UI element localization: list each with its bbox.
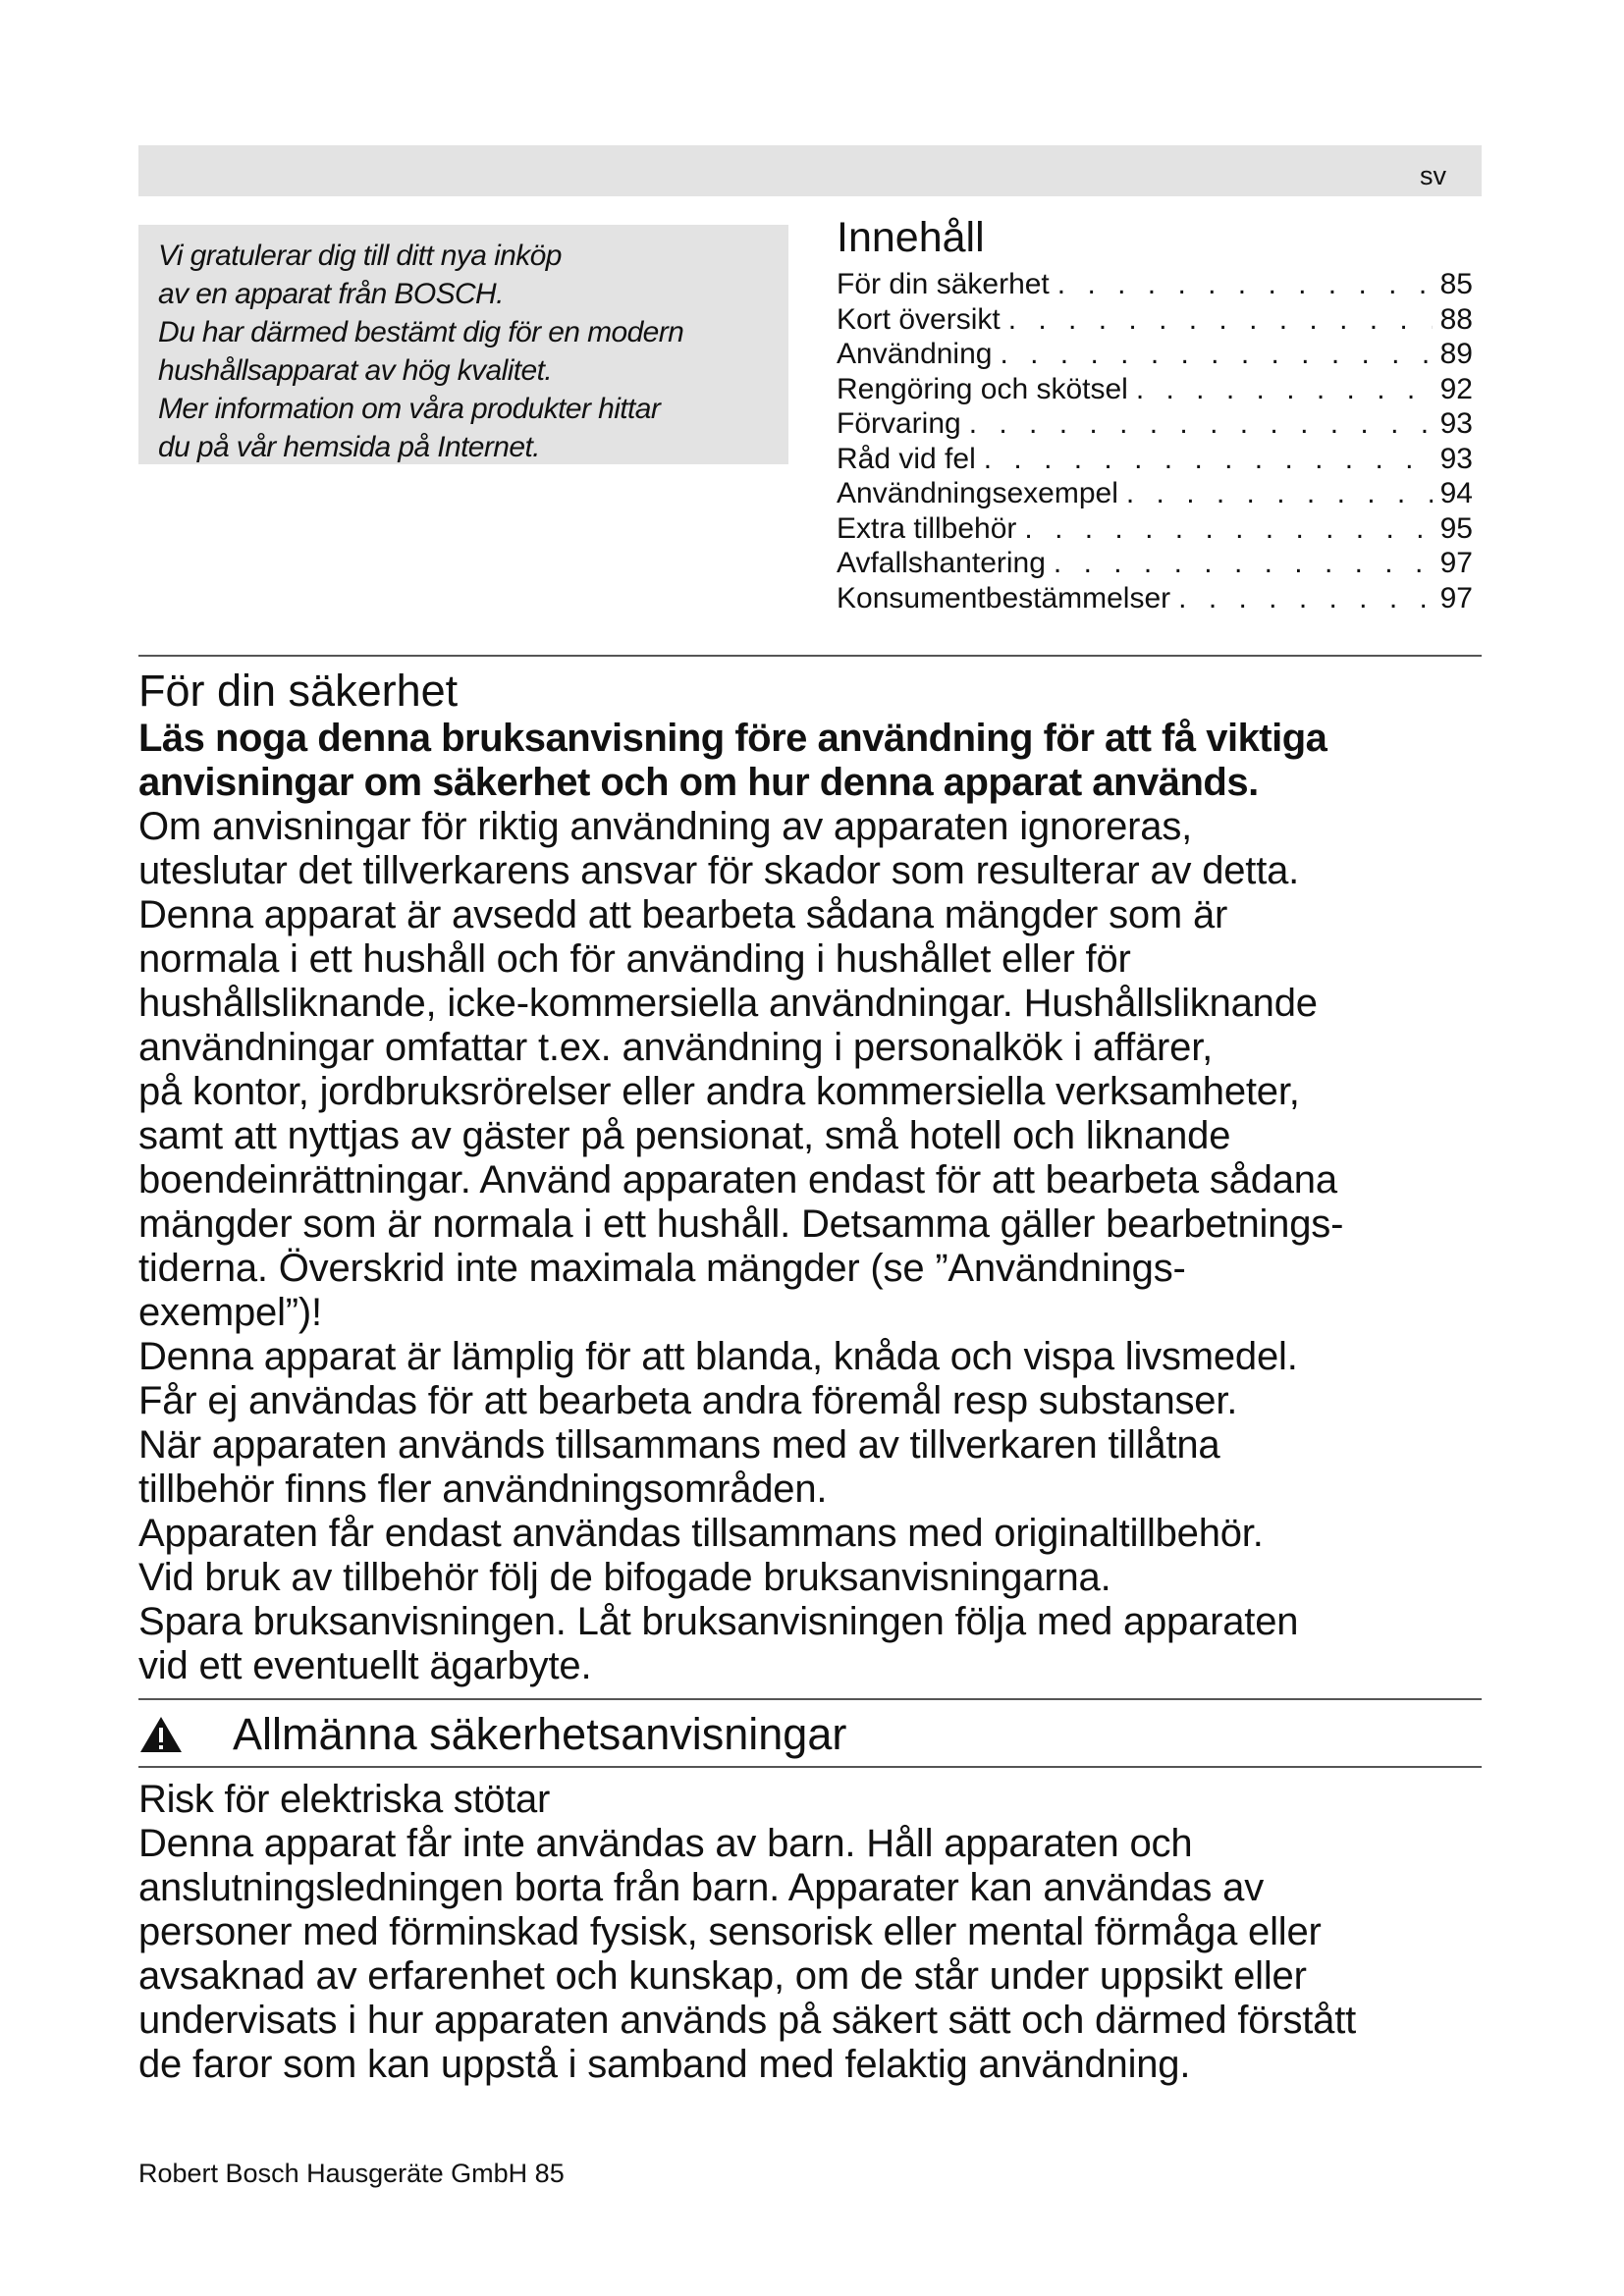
- toc-entry-page: 97: [1439, 581, 1473, 614]
- risk-body-line: undervisats i hur apparaten används på säkert sätt och därmed förstått: [138, 1999, 1357, 2042]
- section-divider: [138, 1766, 1482, 1768]
- page-footer: Robert Bosch Hausgeräte GmbH 85: [138, 2159, 565, 2188]
- toc-entry-label: Kort översikt: [837, 302, 1001, 336]
- safety-body-line: Denna apparat är avsedd att bearbeta sådana mängder som är: [138, 893, 1228, 936]
- toc-entry-label: Rengöring och skötsel: [837, 372, 1128, 405]
- risk-body-line: personer med förminskad fysisk, sensorisk eller mental förmåga eller: [138, 1910, 1322, 1953]
- toc-leader-dots: [1054, 546, 1433, 581]
- toc-entry-label: Konsumentbestämmelser: [837, 581, 1171, 614]
- general-safety-heading: [138, 1706, 1482, 1763]
- header-bar: [138, 145, 1482, 196]
- safety-body-line: samt att nyttjas av gäster på pensionat, små hotell och liknande: [138, 1114, 1231, 1157]
- toc-entry-label: Förvaring: [837, 407, 961, 440]
- safety-lead-line: Läs noga denna bruksanvisning före användning för att få viktiga: [138, 717, 1327, 760]
- safety-body-line: När apparaten används tillsammans med av tillverkaren tillåtna: [138, 1423, 1220, 1467]
- intro-line: hushållsapparat av hög kvalitet.: [158, 354, 553, 387]
- safety-body-line: på kontor, jordbruksrörelser eller andra kommersiella verksamheter,: [138, 1070, 1300, 1113]
- safety-body-line: boendeinrättningar. Använd apparaten endast för att bearbeta sådana: [138, 1158, 1337, 1201]
- intro-box: [138, 225, 788, 464]
- language-code: sv: [1420, 161, 1446, 190]
- risk-body-line: de faror som kan uppstå i samband med felaktig användning.: [138, 2043, 1191, 2086]
- toc-entry-label: För din säkerhet: [837, 268, 1050, 300]
- warning-triangle-icon: [138, 1715, 184, 1754]
- table-of-contents: [837, 212, 1473, 615]
- risk-body-line: avsaknad av erfarenhet och kunskap, om de står under uppsikt eller: [138, 1954, 1307, 1998]
- section-divider: [138, 1698, 1482, 1700]
- toc-leader-dots: [1024, 511, 1432, 547]
- toc-entry-page: 93: [1439, 442, 1473, 475]
- safety-body-line: mängder som är normala i ett hushåll. Detsamma gäller bearbetnings-: [138, 1202, 1344, 1246]
- toc-entry-label: Råd vid fel: [837, 442, 976, 475]
- toc-entry-label: Extra tillbehör: [837, 511, 1017, 545]
- toc-entry-label: Användning: [837, 338, 993, 370]
- intro-line: du på vår hemsida på Internet.: [158, 431, 540, 463]
- risk-body-line: anslutningsledningen borta från barn. Apparater kan användas av: [138, 1866, 1264, 1909]
- toc-leader-dots: [1178, 581, 1432, 616]
- toc-entry[interactable]: [837, 337, 1473, 372]
- toc-entry-label: Användningsexempel: [837, 477, 1118, 509]
- safety-body-line: vid ett eventuellt ägarbyte.: [138, 1644, 592, 1687]
- general-safety-title: Allmänna säkerhetsanvisningar: [233, 1709, 847, 1759]
- toc-entry-page: 97: [1439, 547, 1473, 579]
- section-divider: [138, 655, 1482, 657]
- toc-leader-dots: [1000, 337, 1432, 372]
- safety-body-line: användningar omfattar t.ex. användning i personalkök i affärer,: [138, 1026, 1214, 1069]
- toc-leader-dots: [969, 406, 1433, 442]
- toc-entry[interactable]: [837, 406, 1473, 442]
- safety-section: [138, 666, 1493, 1688]
- safety-body-line: Denna apparat är lämplig för att blanda, knåda och vispa livsmedel.: [138, 1335, 1298, 1378]
- toc-entry-page: 95: [1439, 511, 1473, 545]
- toc-entry[interactable]: [837, 302, 1473, 338]
- toc-entry-page: 85: [1439, 268, 1473, 300]
- toc-entry-page: 94: [1439, 477, 1473, 509]
- safety-body-line: exempel”)!: [138, 1291, 322, 1334]
- toc-entry-label: Avfallshantering: [837, 547, 1046, 579]
- risk-body-line: Denna apparat får inte användas av barn. Håll apparaten och: [138, 1822, 1193, 1865]
- toc-leader-dots: [984, 442, 1433, 477]
- toc-entry[interactable]: [837, 267, 1473, 302]
- safety-body-line: tiderna. Överskrid inte maximala mängder (se ”Användnings-: [138, 1247, 1186, 1290]
- risk-title: Risk för elektriska stötar: [138, 1778, 550, 1821]
- toc-entry-page: 88: [1439, 302, 1473, 336]
- safety-body-line: Spara bruksanvisningen. Låt bruksanvisningen följa med apparaten: [138, 1600, 1299, 1643]
- toc-entry[interactable]: [837, 511, 1473, 547]
- toc-entry-page: 89: [1439, 338, 1473, 370]
- safety-body-line: normala i ett hushåll och för använding i hushållet eller för: [138, 937, 1131, 981]
- toc-leader-dots: [1136, 372, 1433, 407]
- toc-entry-page: 93: [1439, 407, 1473, 440]
- intro-line: Vi gratulerar dig till ditt nya inköp: [158, 240, 562, 272]
- safety-body-line: hushållsliknande, icke-kommersiella användningar. Hushållsliknande: [138, 982, 1318, 1025]
- safety-body-line: Vid bruk av tillbehör följ de bifogade bruksanvisningarna.: [138, 1556, 1111, 1599]
- intro-line: av en apparat från BOSCH.: [158, 278, 504, 310]
- toc-leader-dots: [1126, 476, 1433, 511]
- toc-entry[interactable]: [837, 442, 1473, 477]
- safety-lead-line: anvisningar om säkerhet och om hur denna apparat används.: [138, 761, 1259, 804]
- safety-body-line: tillbehör finns fler användningsområden.: [138, 1468, 828, 1511]
- toc-entry[interactable]: [837, 476, 1473, 511]
- safety-body-line: Får ej användas för att bearbeta andra föremål resp substanser.: [138, 1379, 1238, 1422]
- toc-entry[interactable]: [837, 581, 1473, 616]
- safety-body-line: Om anvisningar för riktig användning av apparaten ignoreras,: [138, 805, 1193, 848]
- intro-line: Mer information om våra produkter hittar: [158, 393, 661, 425]
- intro-line: Du har därmed bestämt dig för en modern: [158, 316, 684, 348]
- safety-body-line: Apparaten får endast användas tillsammans med originaltillbehör.: [138, 1512, 1264, 1555]
- toc-leader-dots: [1057, 267, 1433, 302]
- safety-body-line: uteslutar det tillverkarens ansvar för skador som resulterar av detta.: [138, 849, 1300, 892]
- safety-title: För din säkerhet: [138, 666, 459, 716]
- toc-title: Innehåll: [837, 214, 985, 261]
- toc-entry-page: 92: [1439, 372, 1473, 405]
- toc-entry[interactable]: [837, 372, 1473, 407]
- toc-entry[interactable]: [837, 546, 1473, 581]
- toc-leader-dots: [1008, 302, 1433, 338]
- risk-section: [138, 1777, 1493, 2087]
